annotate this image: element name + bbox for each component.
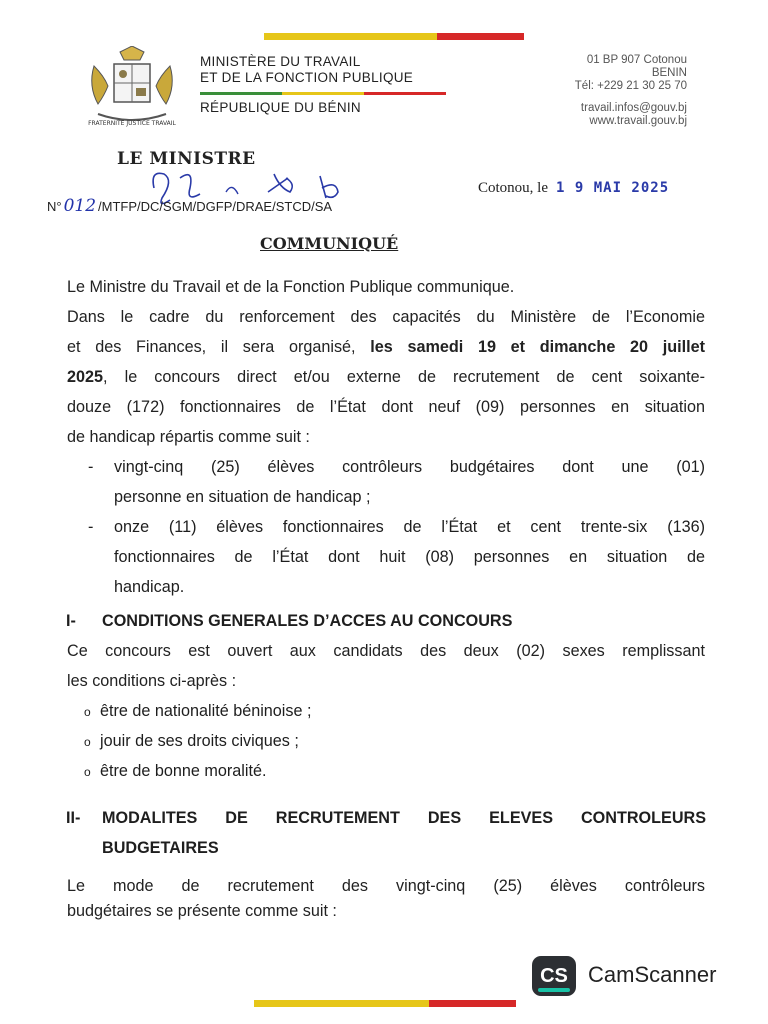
paragraph1-line2-text: et des Finances, il sera organisé, (67, 338, 356, 356)
paragraph1-line1: Dans le cadre du renforcement des capacités du Ministère de l’Economie (67, 308, 705, 326)
paragraph1-line3 (67, 362, 705, 392)
section1-heading (66, 606, 512, 636)
document-title: COMMUNIQUÉ (260, 234, 399, 253)
paragraph1-line4: douze (172) fonctionnaires de l’État dont neuf (09) personnes en situation (67, 398, 705, 416)
dash2-line1: onze (11) élèves fonctionnaires de l’État et cent trente-six (136) (114, 518, 705, 536)
contact-phone: Tél: +229 21 30 25 70 (574, 80, 687, 92)
section2-title-line2: BUDGETAIRES (102, 839, 219, 857)
signatory-title: LE MINISTRE (117, 149, 256, 169)
contact-block (575, 54, 687, 128)
ministry-header (200, 54, 446, 116)
dash-bullet: - (88, 518, 94, 536)
exam-dates-bold: les samedi 19 et dimanche 20 juillet (370, 338, 705, 356)
condition-text: jouir de ses droits civiques ; (100, 732, 299, 750)
contact-email: travail.infos@gouv.bj (580, 102, 687, 114)
coat-of-arms-emblem (84, 46, 180, 130)
section1-number: I- (66, 612, 76, 630)
dash1-line1: vingt-cinq (25) élèves contrôleurs budgétaires dont une (01) (114, 458, 705, 476)
ministry-name-line1: MINISTÈRE DU TRAVAIL (200, 54, 361, 69)
top-flag-bar (264, 33, 524, 40)
emblem-motto: FRATERNITE JUSTICE TRAVAIL (88, 120, 176, 127)
paragraph1-line2 (67, 332, 705, 362)
section1-line2: les conditions ci-après : (67, 672, 237, 690)
camscanner-label: CamScanner (588, 962, 717, 987)
circle-bullet: o (84, 735, 91, 749)
exam-year-bold: 2025 (67, 368, 104, 386)
place-and-date (478, 180, 669, 197)
dash2-line3: handicap. (114, 578, 185, 596)
dash2-line2: fonctionnaires de l’État dont huit (08) personnes en situation de (114, 548, 705, 566)
intro-line: Le Ministre du Travail et de la Fonction Publique communique. (67, 278, 515, 296)
section2-heading (66, 803, 706, 863)
list-item (84, 756, 266, 787)
dash-bullet: - (88, 458, 94, 476)
section2-title-line1: MODALITES DE RECRUTEMENT DES ELEVES CONTROLEURS (102, 809, 706, 827)
bottom-flag-bar (254, 1000, 516, 1007)
contact-bp: 01 BP 907 Cotonou (586, 54, 687, 66)
condition-text: être de nationalité béninoise ; (100, 702, 312, 720)
dash1-line2: personne en situation de handicap ; (114, 488, 371, 506)
reference-suffix: /MTFP/DC/SGM/DGFP/DRAE/STCD/SA (98, 199, 333, 214)
section2-line1: Le mode de recrutement des vingt-cinq (25) élèves contrôleurs (67, 877, 705, 895)
section2-number: II- (66, 809, 81, 827)
camscanner-logo-icon: CS (532, 956, 576, 996)
list-item (88, 512, 705, 602)
ministry-name-line2: ET DE LA FONCTION PUBLIQUE (200, 70, 414, 85)
circle-bullet: o (84, 765, 91, 779)
list-item (84, 726, 299, 757)
section2-line2: budgétaires se présente comme suit : (67, 902, 337, 920)
date-stamp: 1 9 MAI 2025 (556, 180, 670, 196)
paragraph1-line3-text: , le concours direct et/ou externe de recrutement de cent soixante- (103, 368, 705, 386)
paragraph1-line5: de handicap répartis comme suit : (67, 428, 310, 446)
contact-country: BENIN (651, 67, 687, 79)
republic-name: RÉPUBLIQUE DU BÉNIN (200, 100, 361, 115)
ministry-flag-bar (200, 92, 446, 95)
contact-website: www.travail.gouv.bj (589, 115, 687, 127)
place-label: Cotonou, le (478, 180, 548, 196)
reference-prefix: N° (47, 199, 62, 214)
circle-bullet: o (84, 705, 91, 719)
condition-text: être de bonne moralité. (100, 762, 267, 780)
list-item (84, 696, 312, 727)
reference-number (47, 196, 332, 216)
section1-line1: Ce concours est ouvert aux candidats des deux (02) sexes remplissant (67, 642, 705, 660)
section1-title: CONDITIONS GENERALES D’ACCES AU CONCOURS (102, 612, 513, 630)
list-item (88, 452, 705, 512)
reference-handwritten-number: 012 (63, 196, 97, 216)
